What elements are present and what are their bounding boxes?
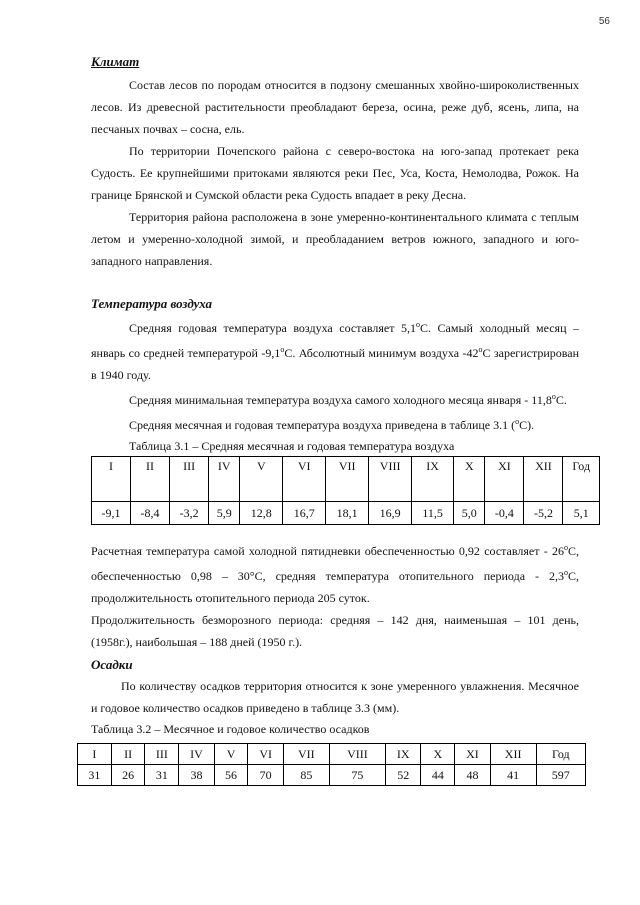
table-header-cell: VI [248, 744, 283, 765]
table-cell: -8,4 [131, 502, 170, 525]
table-header-cell: VII [283, 744, 329, 765]
table-cell: 5,1 [563, 502, 600, 525]
table-cell: 12,8 [240, 502, 283, 525]
table-cell: -0,4 [485, 502, 524, 525]
paragraph-annual-temperature: Средняя годовая температура воздуха составляет 5,1$^o$С. Самый холодный месяц – январь со средней температурой -9,1$^o$С. Абсолютный минимум воздуха -42$^o$С зарегистрирован в 1940 году. [91, 320, 580, 382]
table-cell: 16,9 [369, 502, 412, 525]
table-cell: -5,2 [524, 502, 563, 525]
table-cell: 48 [455, 765, 490, 786]
table-header-cell: I [92, 457, 131, 502]
table-cell: 75 [329, 765, 385, 786]
table-cell: 85 [283, 765, 329, 786]
table-header-cell: IV [209, 457, 240, 502]
paragraph-forests: Состав лесов по породам относится в подзону смешанных хвойно-широколиственных лесов. Из древесной растительности преобладают береза, осина, реже дуб, ясень, липа, на песчаных почвах – сосна, ель. [91, 78, 579, 136]
table-header-cell: VII [326, 457, 369, 502]
table-cell: 44 [421, 765, 455, 786]
table-cell: 70 [248, 765, 283, 786]
paragraph-table-reference: Средняя месячная и годовая температура воздуха приведена в таблице 3.1 ($^o$С). [129, 417, 535, 432]
section-heading-temperature: Температура воздуха [91, 296, 213, 311]
table-cell: 5,9 [209, 502, 240, 525]
paragraph-min-temperature: Средняя минимальная температура воздуха самого холодного месяца января - 11,8$^o$С. [129, 392, 567, 407]
table-cell: 11,5 [412, 502, 454, 525]
table-header-cell: I [78, 744, 112, 765]
table-header-cell: II [131, 457, 170, 502]
table-header-cell: X [421, 744, 455, 765]
table-header-cell: III [170, 457, 209, 502]
table-caption-precipitation: Таблица 3.2 – Месячное и годовое количество осадков [91, 722, 370, 736]
table-header-cell: XII [524, 457, 563, 502]
table-cell: 26 [111, 765, 145, 786]
precipitation-table [77, 743, 586, 786]
table-cell: 597 [536, 765, 585, 786]
table-header-cell: Год [563, 457, 600, 502]
table-cell: 52 [386, 765, 421, 786]
paragraph-climate-zone: Территория района расположена в зоне умеренно-континентального климата с теплым летом и умеренно-холодной зимой, и преобладанием ветров южного, западного и юго-западного направления. [91, 210, 579, 268]
paragraph-design-temperature: Расчетная температура самой холодной пятидневки обеспеченностью 0,92 составляет - 26$^o$С, обеспеченностью 0,98 – 30°С, средняя температура отопительного периода - 2,3$^o$С, продолжительность отопительного периода 205 суток. [91, 543, 579, 605]
table-header-cell: X [454, 457, 485, 502]
table-header-cell: V [214, 744, 248, 765]
table-header-cell: II [111, 744, 145, 765]
table-header-cell: VIII [369, 457, 412, 502]
table-cell: -3,2 [170, 502, 209, 525]
table-cell: 31 [145, 765, 179, 786]
table-header-cell: XII [490, 744, 536, 765]
table-cell: -9,1 [92, 502, 131, 525]
section-heading-precipitation: Осадки [91, 657, 133, 672]
section-heading-climate: Климат [91, 54, 140, 69]
table-header-cell: IX [412, 457, 454, 502]
table-cell: 41 [490, 765, 536, 786]
table-cell: 5,0 [454, 502, 485, 525]
document-body [88, 52, 591, 786]
table-header-cell: VIII [329, 744, 385, 765]
table-header-cell: IV [179, 744, 214, 765]
table-header-cell: Год [536, 744, 585, 765]
temperature-table [91, 456, 600, 525]
paragraph-rivers: По территории Почепского района с северо-востока на юго-запад протекает река Судость. Ее крупнейшими притоками являются реки Пес, Уса, Коста, Немолодва, Рожок. На границе Брянской и Сумской области река Судость впадает в реку Десна. [91, 144, 579, 202]
table-cell: 56 [214, 765, 248, 786]
table-cell: 18,1 [326, 502, 369, 525]
table-caption-temperature: Таблица 3.1 – Средняя месячная и годовая температура воздуха [129, 439, 455, 453]
paragraph-precipitation: По количеству осадков территория относится к зоне умеренного увлажнения. Месячное и годовое количество осадков приведено в таблице 3.3 (мм). [91, 679, 579, 715]
table-header-cell: V [240, 457, 283, 502]
page-number: 56 [598, 16, 610, 27]
table-header-cell: XI [485, 457, 524, 502]
table-header-cell: XI [455, 744, 490, 765]
table-cell: 38 [179, 765, 214, 786]
paragraph-frost-free-period: Продолжительность безморозного периода: средняя – 142 дня, наименьшая – 101 день, (1958г.), наибольшая – 188 дней (1950 г.). [91, 613, 579, 649]
table-cell: 16,7 [283, 502, 326, 525]
table-header-cell: III [145, 744, 179, 765]
table-cell: 31 [78, 765, 112, 786]
table-header-cell: IX [386, 744, 421, 765]
table-header-cell: VI [283, 457, 326, 502]
